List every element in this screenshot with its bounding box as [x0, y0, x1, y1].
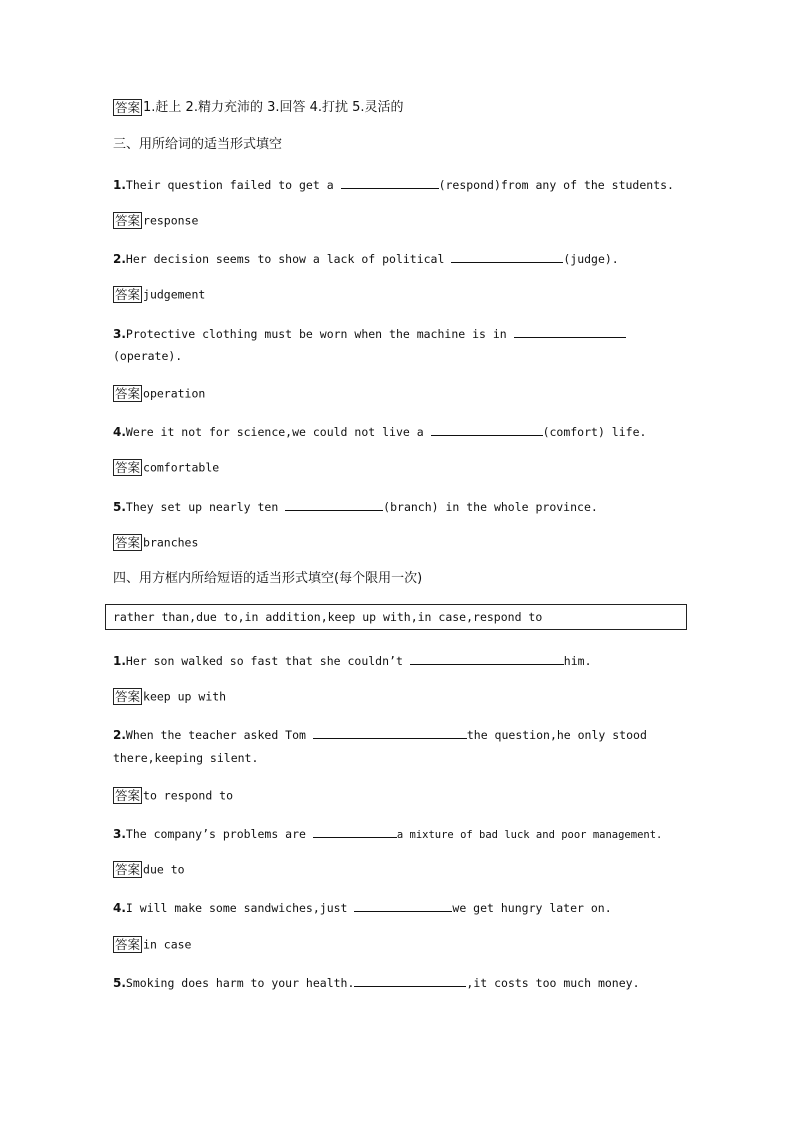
- answer-label: 答案: [115, 937, 141, 952]
- s3-answer-3: 答案 operation: [115, 386, 206, 401]
- section4-heading: 四、用方框内所给短语的适当形式填空(每个限用一次): [113, 571, 423, 586]
- s4-question-5: 5.Smoking does harm to your health. ,it costs too much money.: [113, 976, 640, 990]
- answer-label: 答案: [115, 862, 141, 877]
- s4-question-4: 4.I will make some sandwiches,just we get hungry later on.: [113, 901, 612, 915]
- s3-answer-4: 答案 comfortable: [115, 460, 220, 475]
- s4-question-1: 1.Her son walked so fast that she couldn’t him.: [113, 654, 592, 668]
- answer-label: 答案: [115, 213, 141, 228]
- answer-label: 答案: [115, 100, 141, 115]
- s3-question-3: 3.Protective clothing must be worn when the machine is in: [113, 325, 626, 342]
- s3-question-2: 2.Her decision seems to show a lack of political (judge).: [113, 252, 619, 266]
- s4-answer-3: 答案 due to: [115, 862, 185, 877]
- answer-blank[interactable]: [354, 974, 466, 987]
- s3-question-1: 1.Their question failed to get a (respond)from any of the students.: [113, 178, 674, 192]
- s4-answer-4: 答案 in case: [115, 937, 192, 952]
- s4-answer-2: 答案 to respond to: [115, 788, 234, 803]
- phrase-box-text: rather than,due to,in addition,keep up with,in case,respond to: [113, 610, 543, 624]
- answer-blank[interactable]: [341, 176, 439, 189]
- answer-blank[interactable]: [313, 726, 467, 739]
- answer-blank[interactable]: [451, 250, 563, 263]
- answer-label: 答案: [115, 386, 141, 401]
- phrase-box: [105, 604, 687, 630]
- section3-heading: 三、用所给词的适当形式填空: [113, 137, 283, 152]
- answer-blank[interactable]: [285, 498, 383, 511]
- answer-blank[interactable]: [313, 825, 397, 838]
- answer-blank[interactable]: [410, 652, 564, 665]
- s3-question-5: 5.They set up nearly ten (branch) in the whole province.: [113, 500, 598, 514]
- top-answer-text: 1.赶上 2.精力充沛的 3.回答 4.打扰 5.灵活的: [143, 100, 404, 115]
- answer-label: 答案: [115, 535, 141, 550]
- answer-label: 答案: [115, 788, 141, 803]
- answer-blank[interactable]: [514, 325, 626, 338]
- answer-blank[interactable]: [354, 899, 452, 912]
- s4-question-2-line2: there,keeping silent.: [113, 751, 259, 765]
- s3-question-3-line2: (operate).: [113, 349, 183, 363]
- s3-answer-5: 答案 branches: [115, 535, 199, 550]
- top-answer-line: [113, 99, 404, 116]
- s3-answer-2: 答案 judgement: [115, 287, 206, 302]
- s3-question-4: 4.Were it not for science,we could not live a (comfort) life.: [113, 425, 647, 439]
- s3-answer-1: 答案 response: [115, 213, 199, 228]
- s4-question-3: 3.The company’s problems are a mixture of bad luck and poor management.: [113, 827, 663, 841]
- answer-label: 答案: [115, 287, 141, 302]
- answer-blank[interactable]: [431, 423, 543, 436]
- s4-question-2: 2.When the teacher asked Tom the question,he only stood: [113, 728, 647, 742]
- answer-label: 答案: [115, 689, 141, 704]
- answer-label: 答案: [115, 460, 141, 475]
- s4-answer-1: 答案 keep up with: [115, 689, 227, 704]
